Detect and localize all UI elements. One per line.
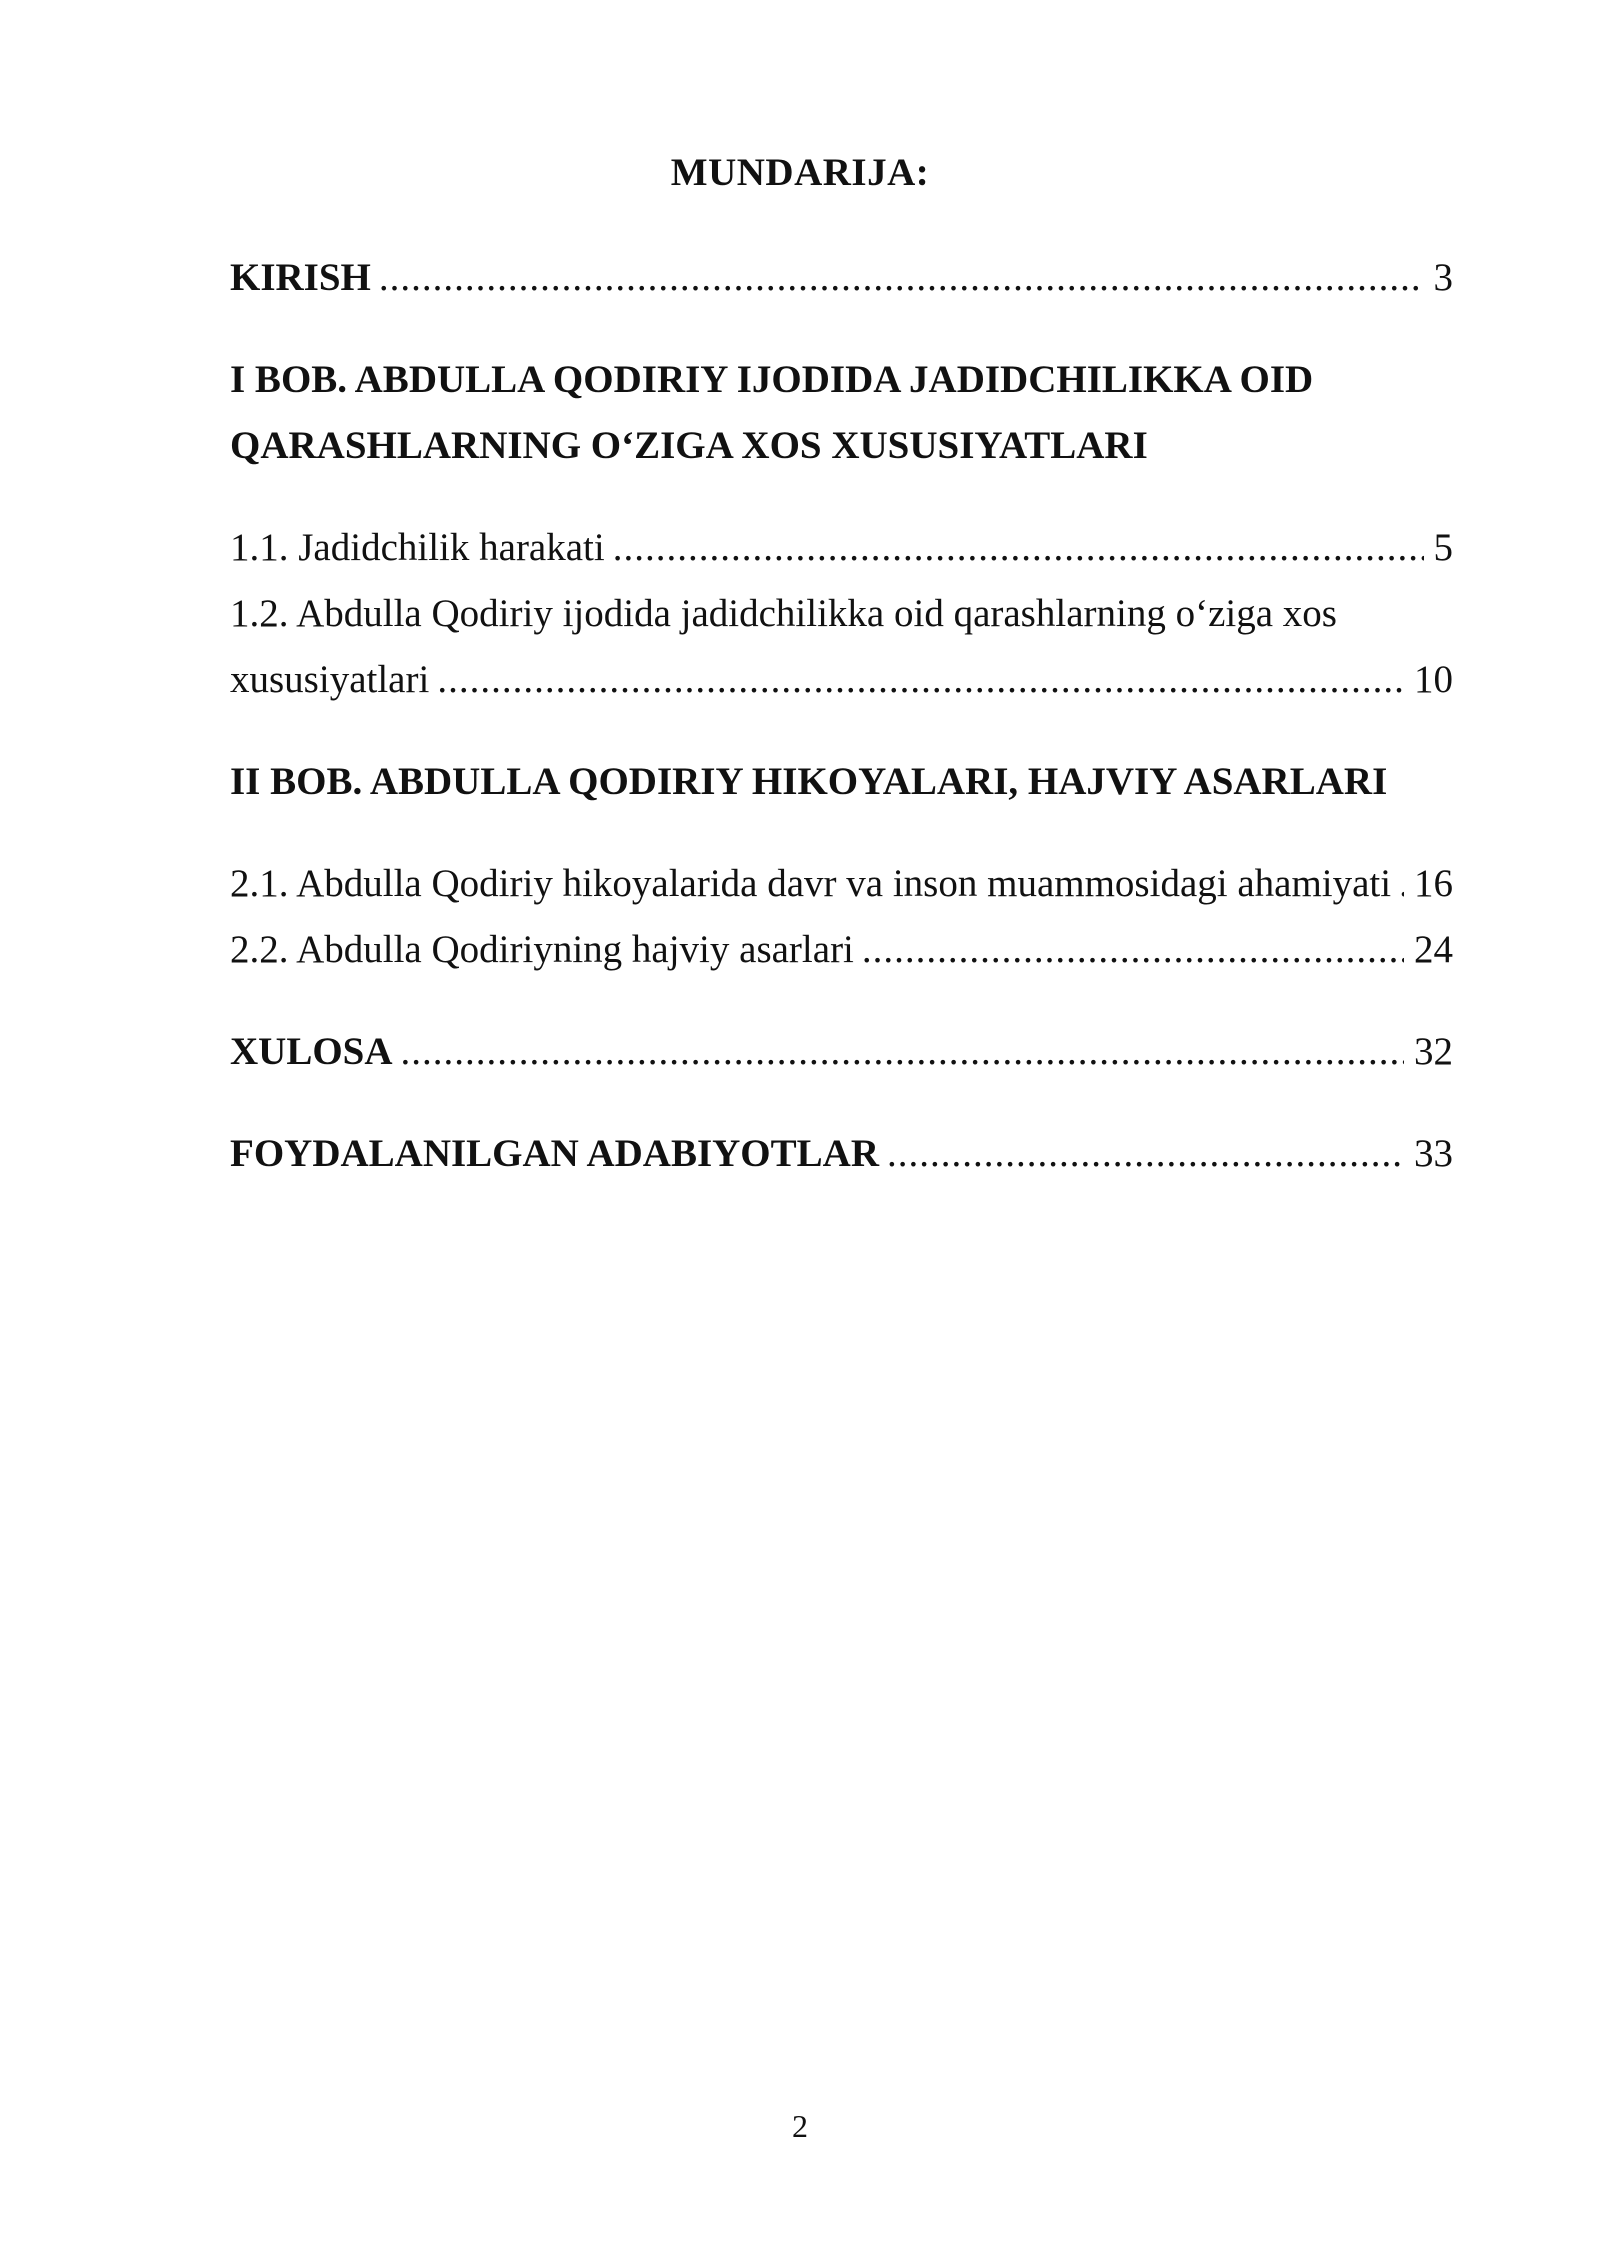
chapter-heading-line: II BOB. ABDULLA QODIRIY HIKOYALARI, HAJVIY ASARLARI — [230, 760, 1388, 803]
toc-entry-2-2[interactable] — [230, 917, 1453, 983]
toc-entry-conclusion[interactable] — [230, 1019, 1453, 1085]
toc-entry-label: 2.1. Abdulla Qodiriy hikoyalarida davr va inson muammosidagi ahamiyati — [230, 862, 1392, 905]
dot-leader — [862, 917, 1404, 983]
toc-title: MUNDARIJA: — [670, 151, 930, 194]
toc-entry-first-line: 1.2. Abdulla Qodiriy ijodida jadidchilikka oid qarashlarning o‘ziga xos — [230, 592, 1337, 635]
toc-page-number: 24 — [1414, 928, 1453, 971]
toc-entry-1-2[interactable] — [230, 581, 1453, 713]
toc-entry-2-1[interactable] — [230, 851, 1453, 917]
dot-leader — [887, 1121, 1404, 1187]
dot-leader — [613, 515, 1424, 581]
toc-entry-label: KIRISH — [230, 256, 371, 299]
toc-chapter-2-heading[interactable] — [230, 749, 1453, 815]
chapter-heading-line: I BOB. ABDULLA QODIRIY IJODIDA JADIDCHILIKKA OID — [230, 358, 1314, 401]
toc-entry-references[interactable] — [230, 1121, 1453, 1187]
toc-entry-label: 1.1. Jadidchilik harakati — [230, 526, 605, 569]
toc-page-number: 3 — [1433, 256, 1453, 299]
dot-leader — [437, 647, 1404, 713]
toc-entry-1-1[interactable] — [230, 515, 1453, 581]
dot-leader — [401, 1019, 1404, 1085]
toc-page-number: 33 — [1414, 1132, 1453, 1175]
toc-entry-label: 2.2. Abdulla Qodiriyning hajviy asarlari — [230, 928, 854, 971]
dot-leader — [379, 245, 1424, 311]
toc-entry-label: FOYDALANILGAN ADABIYOTLAR — [230, 1132, 879, 1175]
toc-entry-label: xususiyatlari — [230, 658, 430, 701]
chapter-heading-line: QARASHLARNING O‘ZIGA XOS XUSUSIYATLARI — [230, 424, 1148, 467]
toc-page-number: 5 — [1433, 526, 1453, 569]
toc-page-number: 10 — [1414, 658, 1453, 701]
page-number-footer: 2 — [792, 2108, 808, 2144]
toc-page-number: 32 — [1414, 1030, 1453, 1073]
toc-entry-label: XULOSA — [230, 1030, 393, 1073]
toc-chapter-1-heading[interactable] — [230, 347, 1453, 479]
toc-entry-intro[interactable] — [230, 245, 1453, 311]
toc-page-number: 16 — [1414, 862, 1453, 905]
